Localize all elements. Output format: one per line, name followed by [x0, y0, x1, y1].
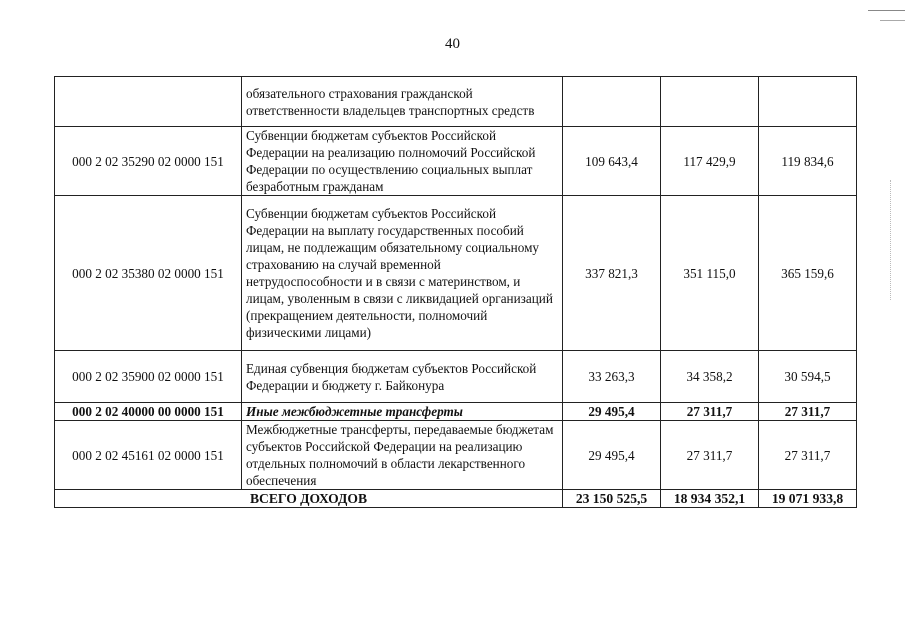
budget-code-cell: 000 2 02 35290 02 0000 151 — [55, 127, 242, 196]
revenue-name-cell: Единая субвенция бюджетам субъектов Российской Федерации и бюджету г. Байконура — [242, 351, 563, 403]
amount-2019-cell: 29 495,4 — [563, 403, 661, 421]
amount-2021-cell: 365 159,6 — [759, 196, 857, 351]
total-2020-cell: 18 934 352,1 — [661, 490, 759, 508]
amount-2019-cell: 29 495,4 — [563, 421, 661, 490]
table-row — [55, 127, 857, 196]
table-row — [55, 421, 857, 490]
amount-2020-cell: 27 311,7 — [661, 403, 759, 421]
revenue-name-cell: Субвенции бюджетам субъектов Российской Федерации на выплату государственных пособий лицам, не подлежащим обязательному социальному страхованию на случай временной нетрудоспособности и в связи с материнством, и лицам, уволенным в связи с ликвидацией организаций (прекращением деятельности, полномочий физическими лицами) — [242, 196, 563, 351]
amount-2019-cell — [563, 77, 661, 127]
revenue-name-cell: Межбюджетные трансферты, передаваемые бюджетам субъектов Российской Федерации на реализацию отдельных полномочий в области лекарственного обеспечения — [242, 421, 563, 490]
revenue-table — [54, 76, 857, 508]
amount-2020-cell: 351 115,0 — [661, 196, 759, 351]
revenue-name-cell: обязательного страхования гражданской ответственности владельцев транспортных средств — [242, 77, 563, 127]
scan-edge-mark — [868, 10, 905, 11]
table-row — [55, 351, 857, 403]
amount-2021-cell: 27 311,7 — [759, 421, 857, 490]
table-row-total — [55, 490, 857, 508]
page-number: 40 — [445, 36, 460, 52]
total-label-cell: ВСЕГО ДОХОДОВ — [55, 490, 563, 508]
amount-2021-cell: 27 311,7 — [759, 403, 857, 421]
revenue-name-cell: Иные межбюджетные трансферты — [242, 403, 563, 421]
amount-2020-cell — [661, 77, 759, 127]
amount-2020-cell: 34 358,2 — [661, 351, 759, 403]
amount-2021-cell: 119 834,6 — [759, 127, 857, 196]
budget-code-cell: 000 2 02 35900 02 0000 151 — [55, 351, 242, 403]
table-row — [55, 77, 857, 127]
amount-2021-cell: 30 594,5 — [759, 351, 857, 403]
table-row-subtotal — [55, 403, 857, 421]
amount-2021-cell — [759, 77, 857, 127]
scan-margin-dots — [890, 180, 894, 300]
amount-2020-cell: 117 429,9 — [661, 127, 759, 196]
amount-2020-cell: 27 311,7 — [661, 421, 759, 490]
amount-2019-cell: 337 821,3 — [563, 196, 661, 351]
table-row — [55, 196, 857, 351]
amount-2019-cell: 109 643,4 — [563, 127, 661, 196]
total-2019-cell: 23 150 525,5 — [563, 490, 661, 508]
budget-code-cell: 000 2 02 40000 00 0000 151 — [55, 403, 242, 421]
budget-code-cell: 000 2 02 45161 02 0000 151 — [55, 421, 242, 490]
budget-code-cell: 000 2 02 35380 02 0000 151 — [55, 196, 242, 351]
budget-code-cell — [55, 77, 242, 127]
total-2021-cell: 19 071 933,8 — [759, 490, 857, 508]
scan-edge-mark-secondary — [880, 20, 905, 21]
amount-2019-cell: 33 263,3 — [563, 351, 661, 403]
revenue-name-cell: Субвенции бюджетам субъектов Российской Федерации на реализацию полномочий Российской Федерации по осуществлению социальных выплат безработным гражданам — [242, 127, 563, 196]
